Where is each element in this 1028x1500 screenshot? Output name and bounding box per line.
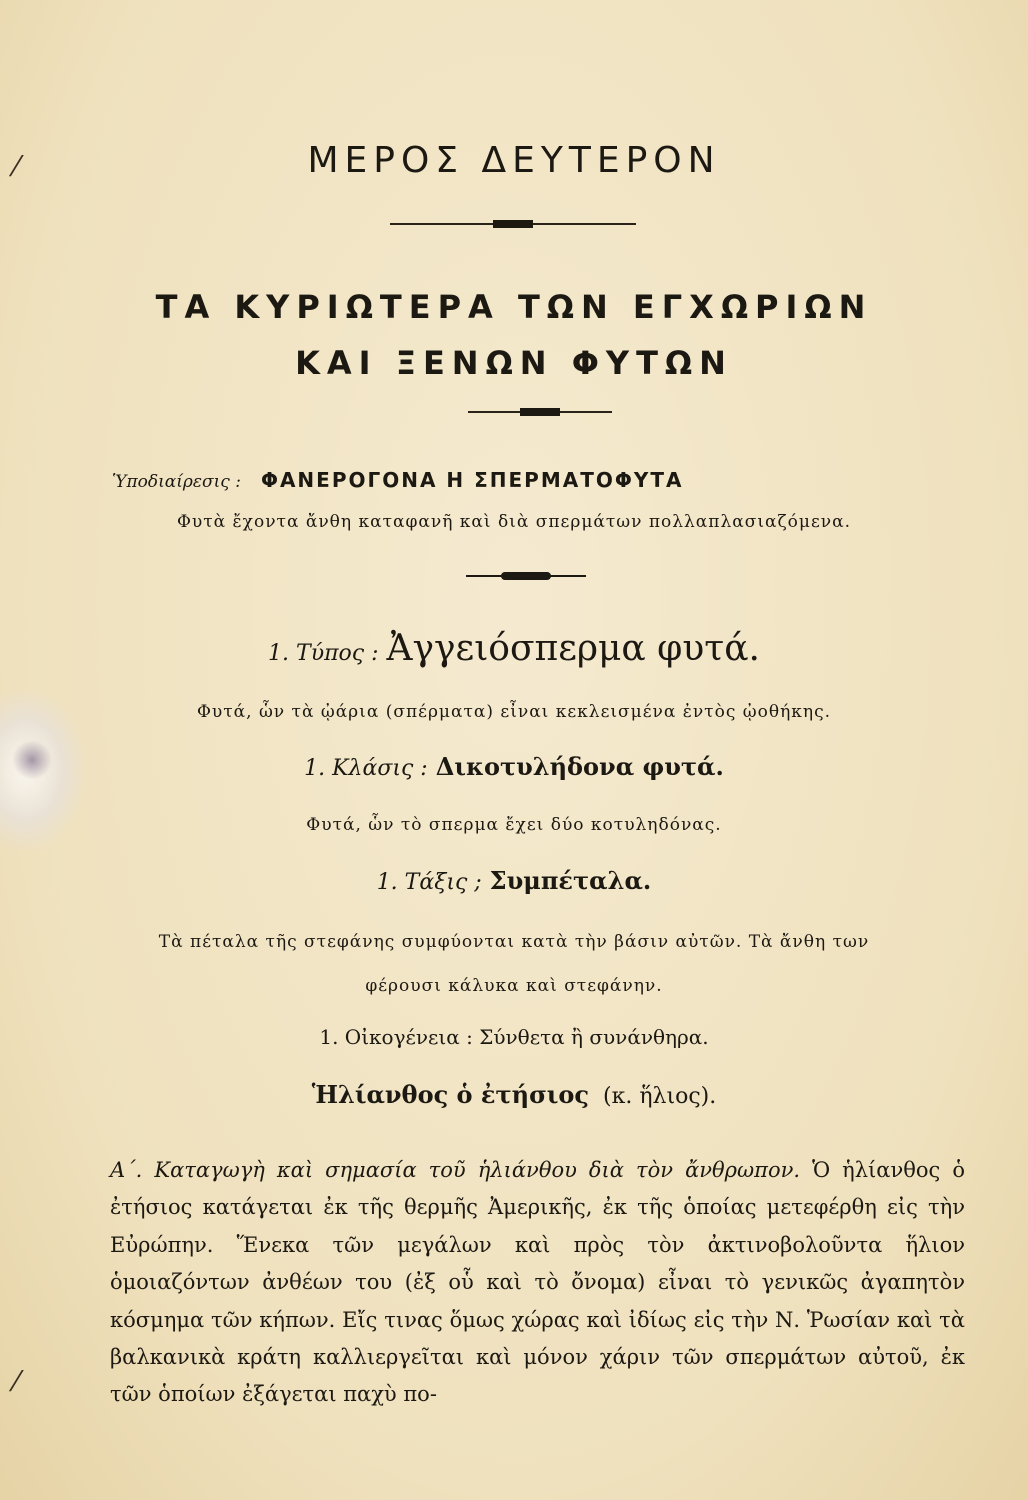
subdivision-label: Ὑποδιαίρεσις : <box>112 472 241 492</box>
type-label: 1. Τύπος : <box>268 641 379 666</box>
order-heading <box>0 866 1028 895</box>
body-paragraph <box>110 1152 965 1414</box>
class-heading <box>0 752 1028 781</box>
type-heading <box>0 628 1028 669</box>
margin-mark: ⁄ <box>14 150 19 183</box>
separator-rule <box>468 411 612 413</box>
part-title: ΜΕΡΟΣ ΔΕΥΤΕΡΟΝ <box>307 140 721 181</box>
ornament-divider <box>466 572 586 580</box>
family-value: Σύνθετα ἢ συνάνθηρα. <box>479 1025 709 1049</box>
species-name: Ἡλίανθος ὁ ἐτήσιος <box>311 1080 590 1109</box>
margin-mark: ⁄ <box>14 1365 19 1398</box>
subdivision-description: Φυτὰ ἔχοντα ἄνθη καταφανῆ καὶ διὰ σπερμάτων πολλαπλασιαζόμενα. <box>177 512 851 532</box>
separator-rule <box>390 223 636 225</box>
species-common-name: (κ. ἥλιος). <box>603 1084 717 1109</box>
paragraph-heading: Α΄. Καταγωγὴ καὶ σημασία τοῦ ἡλιάνθου διὰ τὸν ἄνθρωπον. <box>110 1158 801 1182</box>
main-title-line-1: ΤΑ ΚΥΡΙΩΤΕΡΑ ΤΩΝ ΕΓΧΩΡΙΩΝ <box>155 288 873 326</box>
order-value: Συμπέταλα. <box>489 866 652 895</box>
type-description: Φυτά, ὧν τὰ ᾠάρια (σπέρματα) εἶναι κεκλεισμένα ἐντὸς ᾠοθήκης. <box>196 702 831 722</box>
class-value: Δικοτυλήδονα φυτά. <box>435 752 724 781</box>
subdivision-heading <box>112 468 683 492</box>
family-label: 1. Οἰκογένεια : <box>319 1025 473 1049</box>
family-heading <box>0 1025 1028 1049</box>
main-title-line-2: ΚΑΙ ΞΕΝΩΝ ΦΥΤΩΝ <box>295 344 733 382</box>
class-description: Φυτά, ὧν τὸ σπερμα ἔχει δύο κοτυληδόνας. <box>306 815 722 835</box>
subdivision-value: ΦΑΝΕΡΟΓΟΝΑ Η ΣΠΕΡΜΑΤΟΦΥΤΑ <box>260 468 684 492</box>
order-description-line-2: φέρουσι κάλυκα καὶ στεφάνην. <box>365 976 663 996</box>
paragraph-text: Ὁ ἡλίανθος ὁ ἐτήσιος κατάγεται ἐκ τῆς θερμῆς Ἀμερικῆς, ἐκ τῆς ὁποίας μετεφέρθη εἰς τὴν Εὐρώπην. Ἕνεκα τῶν μεγάλων καὶ πρὸς τὸν ἀκτινοβολοῦντα ἥλιον ὁμοιαζόντων ἀνθέων του (ἐξ οὗ καὶ τὸ ὄνομα) εἶναι τὸ γενικῶς ἀγαπητὸν κόσμημα τῶν κήπων. Εἴς τινας ὅμως χώρας καὶ ἰδίως εἰς τὴν Ν. Ῥωσίαν καὶ τὰ βαλκανικὰ κράτη καλλιεργεῖται καὶ μόνον χάριν τῶν σπερμάτων αὐτοῦ, ἐκ τῶν ὁποίων ἐξάγεται παχὺ πο- <box>110 1158 965 1407</box>
class-label: 1. Κλάσις : <box>304 756 428 781</box>
order-label: 1. Τάξις ; <box>376 870 482 895</box>
order-description-line-1: Τὰ πέταλα τῆς στεφάνης συμφύονται κατὰ τὴν βάσιν αὐτῶν. Τὰ ἄνθη των <box>158 932 870 952</box>
type-value: Ἀγγειόσπερμα φυτά. <box>386 628 760 669</box>
species-heading <box>0 1080 1028 1109</box>
